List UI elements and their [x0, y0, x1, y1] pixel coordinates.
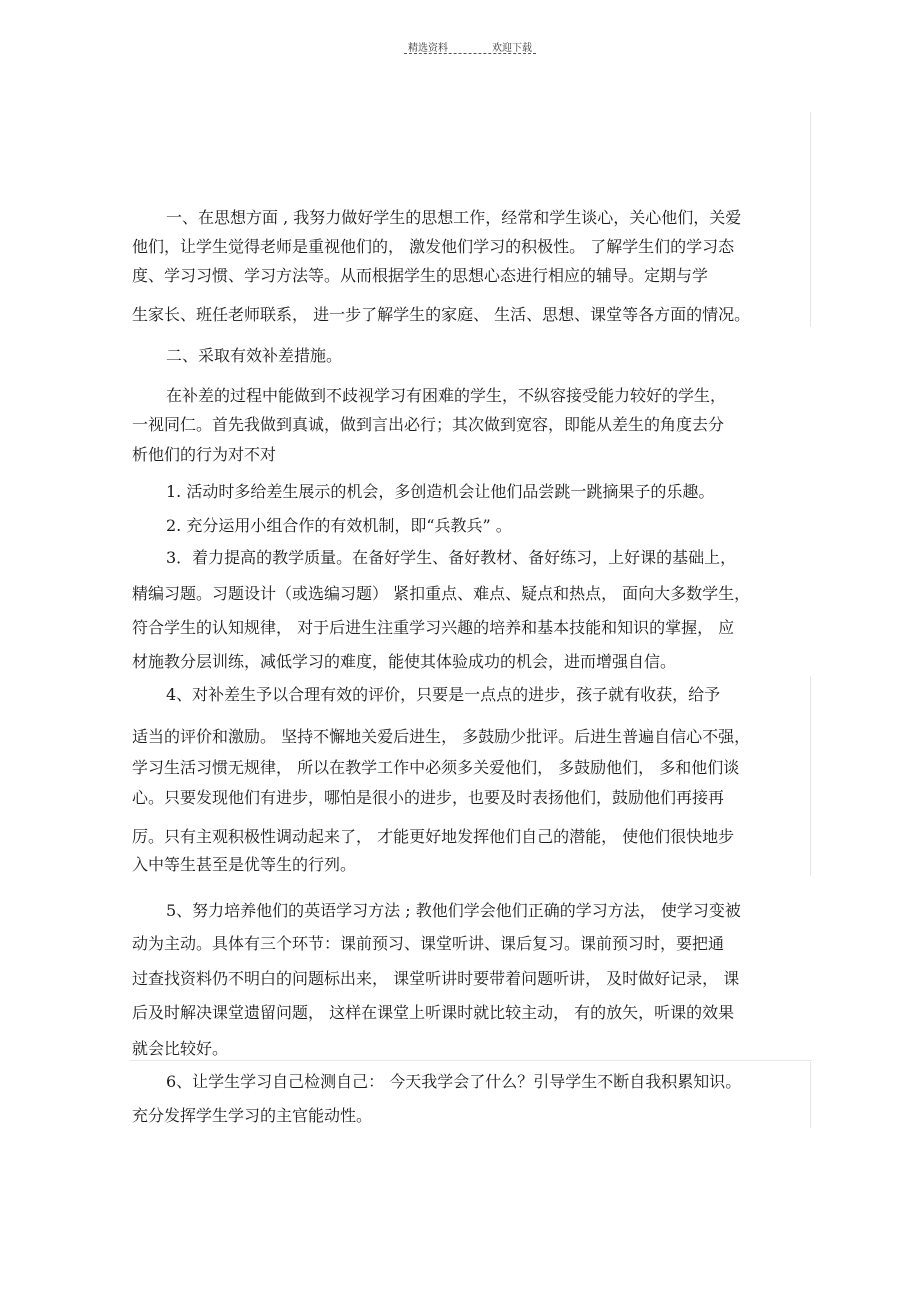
list-item: 3．着力提高的教学质量。在备好学生、备好教材、备好练习，上好课的基础上， — [166, 548, 737, 567]
text-line: 析他们的行为对不对 — [132, 445, 277, 464]
text-line: 适当的评价和激励。 坚持不懈地关爱后进生， 多鼓励少批评。后进生普遍自信心不强， — [132, 727, 751, 746]
text-line: 度、学习习惯、学习方法等。从而根据学生的思想心态进行相应的辅导。定期与学 — [132, 266, 709, 285]
text-line: 学习生活习惯无规律， 所以在教学工作中必须多关爱他们， 多鼓励他们， 多和他们谈 — [132, 758, 740, 777]
text-line: 一视同仁。首先我做到真诚，做到言出必行；其次做到宽容，即能从差生的角度去分 — [132, 415, 725, 434]
text-line: 精编习题。习题设计（或选编习题） 紧扣重点、难点、疑点和热点， 面向大多数学生， — [132, 584, 751, 603]
section-heading: 二、采取有效补差措施。 — [166, 346, 343, 365]
text-line: 生家长、班任老师联系， 进一步了解学生的家庭、 生活、思想、课堂等各方面的情况。 — [132, 305, 751, 324]
text-line: 材施教分层训练，减低学习的难度，能使其体验成功的机会，进而增强自信。 — [132, 652, 677, 671]
list-item: 5、努力培养他们的英语学习方法 ; 教他们学会他们正确的学习方法， 使学习变被 — [166, 901, 741, 920]
header-left-text: 精选资料 — [408, 43, 448, 54]
list-item: 1. 活动时多给差生展示的机会，多创造机会让他们品尝跳一跳摘果子的乐趣。 — [166, 482, 715, 501]
header-right-text: 欢迎下载 — [492, 43, 532, 54]
divider-rule — [130, 1060, 812, 1061]
text-line: 心。只要发现他们有进步，哪怕是很小的进步，也要及时表扬他们，鼓励他们再接再 — [132, 788, 725, 807]
text-line: 在补差的过程中能做到不歧视学习有困难的学生，不纵容接受能力较好的学生， — [166, 386, 727, 405]
text-line: 符合学生的认知规律， 对于后进生注重学习兴趣的培养和基本技能和知识的掌握， 应 — [132, 618, 735, 637]
text-line: 充分发挥学生学习的主官能动性。 — [132, 1106, 373, 1125]
list-item: 4、对补差生予以合理有效的评价，只要是一点点的进步，孩子就有收获，给予 — [166, 685, 721, 704]
margin-rule — [810, 1062, 811, 1128]
margin-rule — [810, 112, 811, 327]
text-line: 一、在思想方面 , 我努力做好学生的思想工作，经常和学生谈心，关心他们，关爱 — [166, 208, 742, 227]
text-line: 过查找资料仍不明白的问题标出来， 课堂听讲时要带着问题听讲， 及时做好记录， 课 — [132, 969, 740, 988]
text-line: 就会比较好。 — [132, 1039, 229, 1058]
list-item: 6、让学生学习自己检测自己： 今天我学会了什么？引导学生不断自我积累知识。 — [166, 1072, 742, 1091]
list-item: 2. 充分运用小组合作的有效机制，即“兵教兵” 。 — [166, 516, 512, 535]
text-line: 后及时解决课堂遗留问题， 这样在课堂上听课时就比较主动， 有的放矢，听课的效果 — [132, 1003, 735, 1022]
margin-rule — [810, 676, 811, 876]
text-line: 厉。只有主观积极性调动起来了， 才能更好地发挥他们自己的潜能， 使他们很快地步 — [132, 827, 735, 846]
text-line: 入中等生甚至是优等生的行列。 — [132, 855, 357, 874]
text-line: 他们，让学生觉得老师是重视他们的， 激发他们学习的积极性。 了解学生们的学习态 — [132, 237, 735, 256]
header-dashed-rule — [404, 53, 536, 54]
text-line: 动为主动。具体有三个环节：课前预习、课堂听讲、课后复习。课前预习时，要把通 — [132, 934, 725, 953]
